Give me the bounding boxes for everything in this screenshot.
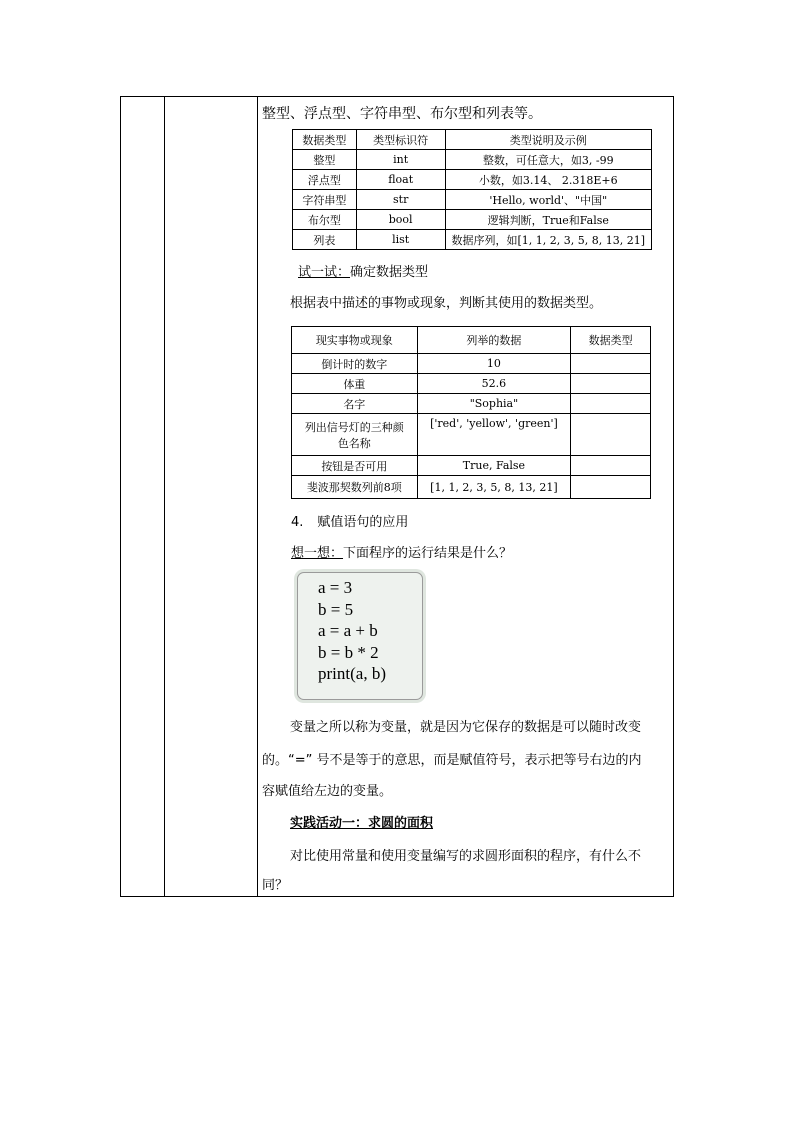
answer-cell[interactable] (571, 354, 651, 374)
table-cell: 52.6 (417, 374, 571, 394)
think-text: 下面程序的运行结果是什么？ (343, 546, 513, 561)
table-cell: "Sophia" (417, 394, 571, 414)
section-title: 赋值语句的应用 (317, 515, 409, 530)
table-row (292, 456, 651, 476)
section-4-heading (291, 511, 408, 530)
table-row (293, 150, 652, 170)
paragraph-line: 容赋值给左边的变量。 (262, 784, 393, 799)
answer-cell[interactable] (571, 374, 651, 394)
table-cell: 小数，如3.14、 2.318E+6 (445, 170, 651, 190)
answer-cell[interactable] (571, 394, 651, 414)
table-cell: int (356, 150, 445, 170)
paragraph-line: 同？ (262, 878, 289, 893)
table-cell: 布尔型 (293, 210, 357, 230)
table-cell: 数据序列，如[1, 1, 2, 3, 5, 8, 13, 21] (445, 230, 651, 250)
table-row (292, 476, 651, 499)
table-row (292, 414, 651, 456)
answer-cell[interactable] (571, 414, 651, 456)
table-header-cell: 类型标识符 (356, 130, 445, 150)
table-row (293, 170, 652, 190)
table-row (293, 210, 652, 230)
answer-cell[interactable] (571, 456, 651, 476)
table-row (292, 394, 651, 414)
table-cell: True, False (417, 456, 571, 476)
table-header-cell: 数据类型 (571, 327, 651, 354)
think-title: 想一想： (291, 546, 344, 561)
paragraph-line: 对比使用常量和使用变量编写的求圆形面积的程序，有什么不 (290, 849, 642, 864)
table-header-row (292, 327, 651, 354)
column-divider (164, 97, 165, 896)
code-block: a = 3 b = 5 a = a + b b = b * 2 print(a, b) (318, 578, 386, 684)
table-cell: [1, 1, 2, 3, 5, 8, 13, 21] (417, 476, 571, 499)
section-number: 4. (291, 515, 304, 530)
table-cell: 整数，可任意大，如3, -99 (445, 150, 651, 170)
table-cell: 按钮是否可用 (292, 456, 418, 476)
activity-title: 实践活动一：求圆的面积 (290, 816, 434, 831)
table-header-cell: 现实事物或现象 (292, 327, 418, 354)
think-heading (291, 542, 512, 561)
table-row (292, 374, 651, 394)
paragraph-line: 变量之所以称为变量，就是因为它保存的数据是可以随时改变 (290, 720, 642, 735)
code-box (297, 572, 423, 700)
table-row (293, 190, 652, 210)
table-cell: 斐波那契数列前8项 (292, 476, 418, 499)
table-cell: 名字 (292, 394, 418, 414)
table-cell: 列表 (293, 230, 357, 250)
table-cell: 'Hello, world'、"中国" (445, 190, 651, 210)
data-type-table (292, 129, 652, 250)
try-title: 试一试： (298, 265, 351, 280)
table-cell: 字符串型 (293, 190, 357, 210)
table-cell: ['red', 'yellow', 'green'] (417, 414, 571, 456)
table-cell: 逻辑判断，True和False (445, 210, 651, 230)
table-cell: float (356, 170, 445, 190)
column-divider (257, 97, 258, 896)
table-header-cell: 数据类型 (293, 130, 357, 150)
try-text: 确定数据类型 (350, 265, 429, 280)
table-row (292, 354, 651, 374)
table-row (293, 230, 652, 250)
table-cell: str (356, 190, 445, 210)
try-table (291, 326, 651, 499)
table-cell: 浮点型 (293, 170, 357, 190)
table-cell: bool (356, 210, 445, 230)
try-heading (298, 261, 428, 280)
answer-cell[interactable] (571, 476, 651, 499)
table-header-row (293, 130, 652, 150)
paragraph-line: 的。“=” 号不是等于的意思，而是赋值符号，表示把等号右边的内 (262, 753, 642, 768)
table-cell: 整型 (293, 150, 357, 170)
table-cell: 倒计时的数字 (292, 354, 418, 374)
intro-text: 整型、浮点型、字符串型、布尔型和列表等。 (262, 106, 542, 122)
try-instruction: 根据表中描述的事物或现象，判断其使用的数据类型。 (290, 296, 603, 311)
table-header-cell: 类型说明及示例 (445, 130, 651, 150)
table-cell: list (356, 230, 445, 250)
table-cell: 体重 (292, 374, 418, 394)
table-header-cell: 列举的数据 (417, 327, 571, 354)
table-cell: 10 (417, 354, 571, 374)
table-cell: 列出信号灯的三种颜色名称 (292, 414, 418, 456)
